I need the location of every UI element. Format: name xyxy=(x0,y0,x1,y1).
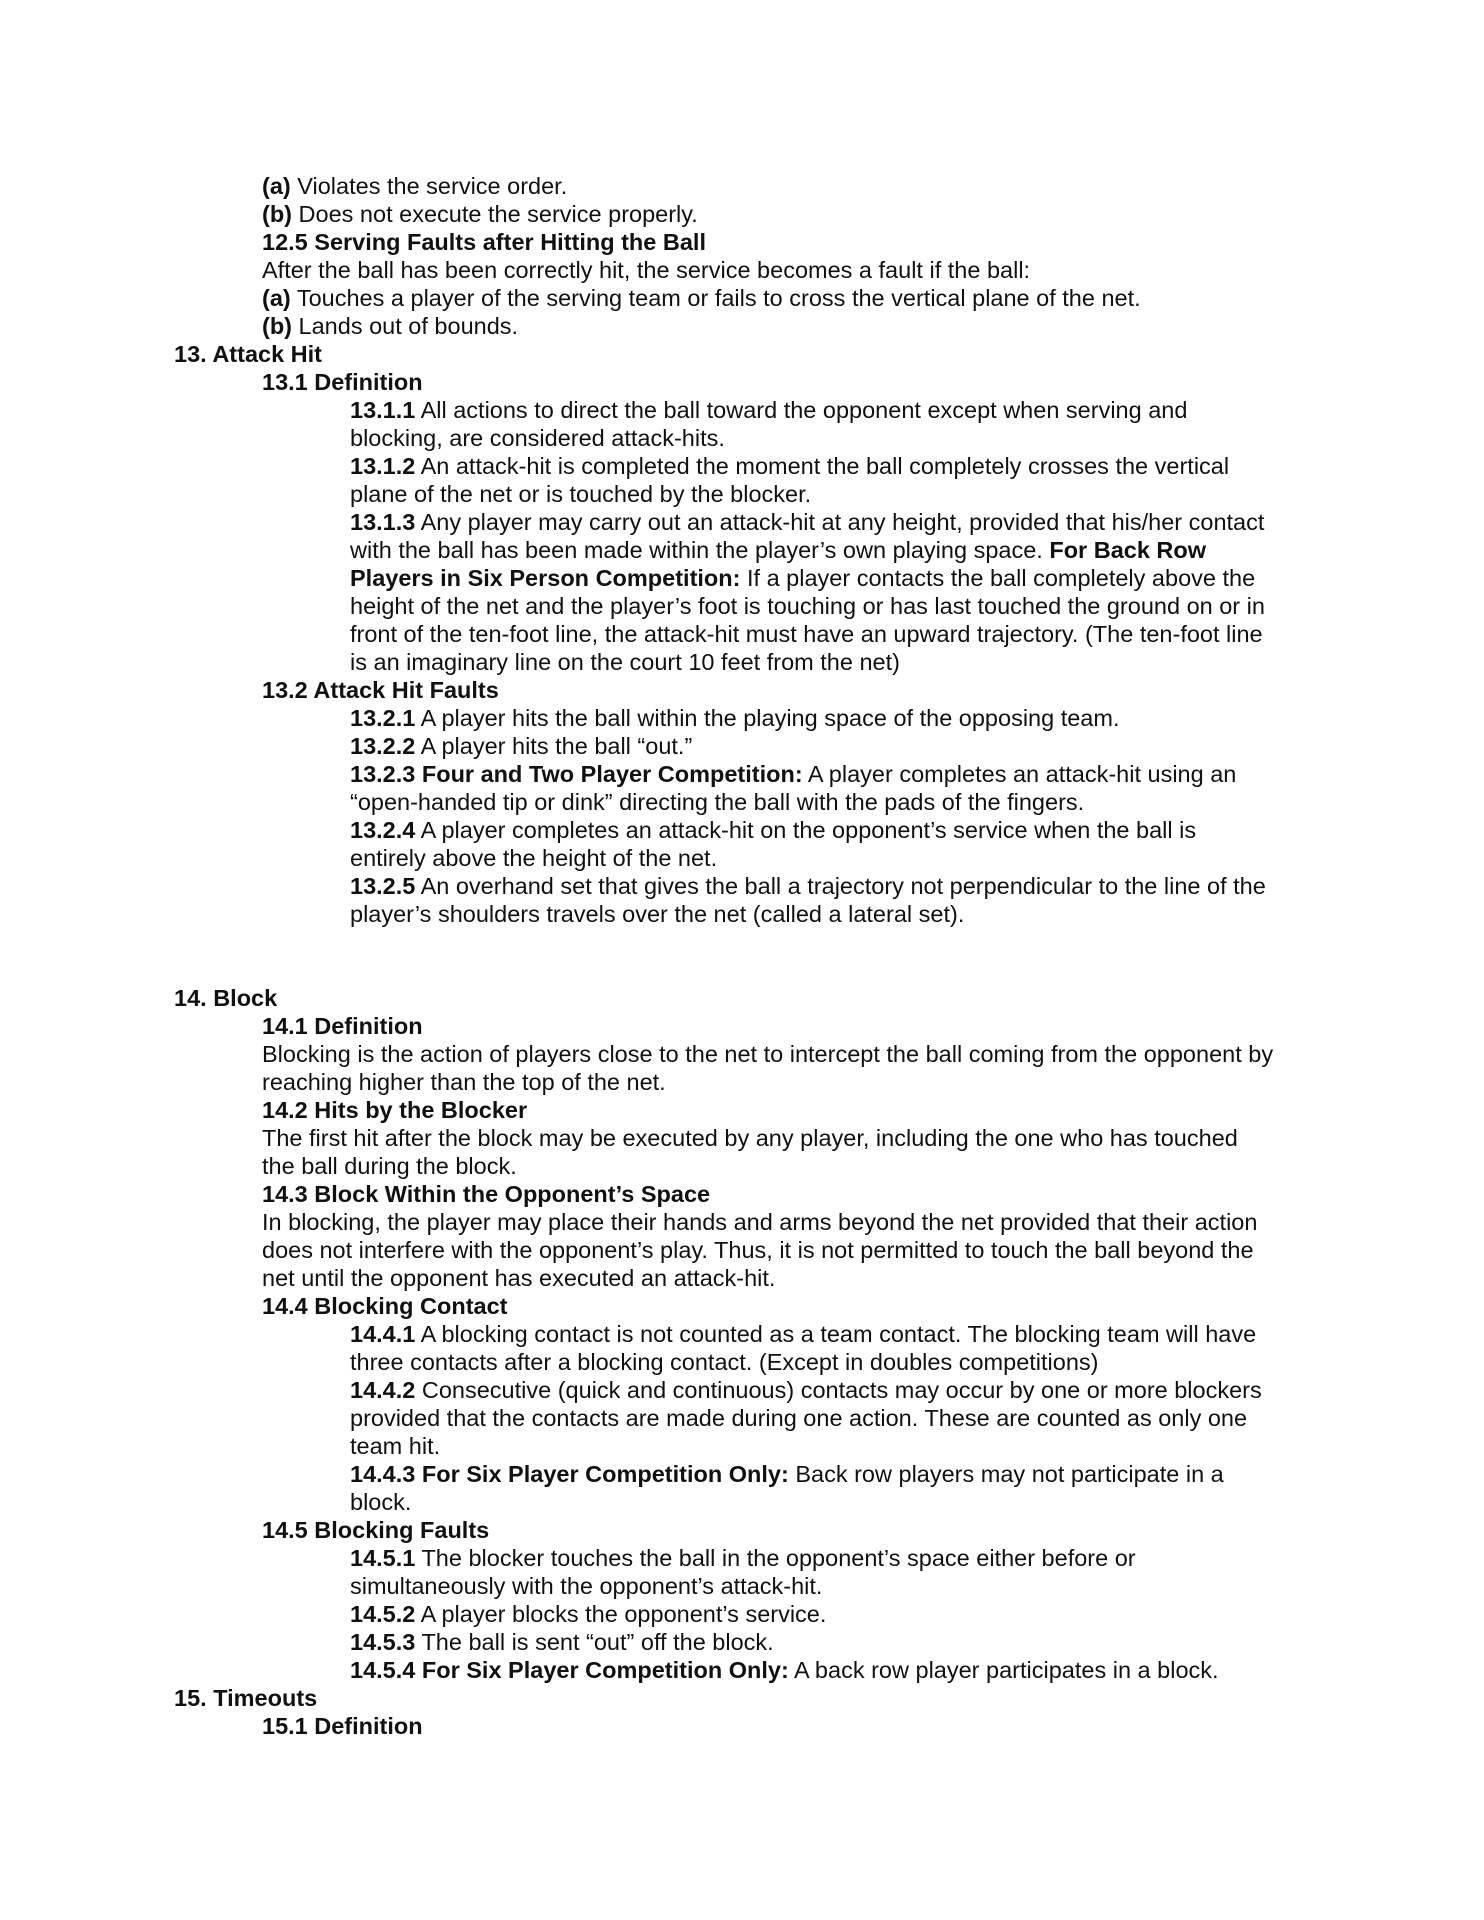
rule-14-5-2 xyxy=(0,1600,1484,1628)
rule-text: A player hits the ball “out.” xyxy=(415,733,693,759)
rule-13-1-2 xyxy=(0,452,1484,480)
heading-14 xyxy=(0,984,1484,1012)
heading-text: 14.5 Blocking Faults xyxy=(262,1517,490,1543)
rule-text: with the ball has been made within the player’s own playing space. xyxy=(350,537,1050,563)
item-label: (b) xyxy=(262,313,293,339)
rule-14-5-4 xyxy=(0,1656,1484,1684)
heading-text: 14.1 Definition xyxy=(262,1013,423,1039)
rule-14-4-2-cont: provided that the contacts are made during one action. These are counted as only one xyxy=(350,1405,1248,1431)
rule-13-2-5 xyxy=(0,872,1484,900)
rule-13-1-3-cont: is an imaginary line on the court 10 feet from the net) xyxy=(350,649,900,675)
rule-text: All actions to direct the ball toward the opponent except when serving and xyxy=(415,397,1188,423)
heading-15-1 xyxy=(0,1712,1484,1740)
paragraph-14-1: Blocking is the action of players close to the net to intercept the ball coming from the opponent by xyxy=(262,1041,1274,1067)
rule-13-2-3 xyxy=(0,760,1484,788)
heading-text: 13.2 Attack Hit Faults xyxy=(262,677,499,703)
rule-text: A player blocks the opponent’s service. xyxy=(415,1601,827,1627)
rule-13-2-4-cont: entirely above the height of the net. xyxy=(350,845,718,871)
rule-14-4-1 xyxy=(0,1320,1484,1348)
rule-text: Back row players may not participate in a xyxy=(788,1461,1224,1487)
rule-number: 13.1.2 xyxy=(350,453,416,479)
rule-13-2-2 xyxy=(0,732,1484,760)
rule-text: A player completes an attack-hit using an xyxy=(802,761,1237,787)
rule-text: Consecutive (quick and continuous) contacts may occur by one or more blockers xyxy=(415,1377,1262,1403)
rule-14-5-1-cont: simultaneously with the opponent’s attack-hit. xyxy=(350,1573,823,1599)
rule-text: If a player contacts the ball completely above the xyxy=(740,565,1256,591)
heading-14-2 xyxy=(0,1096,1484,1124)
rule-13-2-1 xyxy=(0,704,1484,732)
rule-text: A player completes an attack-hit on the opponent’s service when the ball is xyxy=(415,817,1197,843)
item-label: (a) xyxy=(262,285,291,311)
rule-number: 13.2.5 xyxy=(350,873,416,899)
rule-text: A player hits the ball within the playing space of the opposing team. xyxy=(415,705,1120,731)
item-text: Lands out of bounds. xyxy=(292,313,519,339)
rule-number: 14.5.3 xyxy=(350,1629,416,1655)
rule-13-1-1 xyxy=(0,396,1484,424)
item-label: (b) xyxy=(262,201,293,227)
rule-13-1-2-cont: plane of the net or is touched by the blocker. xyxy=(350,481,812,507)
rule-text: Any player may carry out an attack-hit at any height, provided that his/her contact xyxy=(415,509,1265,535)
rule-text: An attack-hit is completed the moment the ball completely crosses the vertical xyxy=(415,453,1230,479)
heading-text: 12.5 Serving Faults after Hitting the Ball xyxy=(262,229,706,255)
paragraph-14-1-cont: reaching higher than the top of the net. xyxy=(262,1069,666,1095)
rule-number: 14.4.2 xyxy=(350,1377,416,1403)
rule-number: 14.5.1 xyxy=(350,1545,416,1571)
rule-number: 14.5.4 For Six Player Competition Only: xyxy=(350,1657,789,1683)
heading-13-2 xyxy=(0,676,1484,704)
rule-14-4-3-cont: block. xyxy=(350,1489,412,1515)
rule-14-5-3 xyxy=(0,1628,1484,1656)
rule-13-1-3 xyxy=(0,508,1484,536)
rule-emphasis: For Back Row xyxy=(1049,537,1207,563)
heading-text: 13. Attack Hit xyxy=(174,341,323,367)
paragraph-14-3: In blocking, the player may place their hands and arms beyond the net provided that their action xyxy=(262,1209,1258,1235)
item-text: Does not execute the service properly. xyxy=(292,201,698,227)
rule-14-4-1-cont: three contacts after a blocking contact. (Except in doubles competitions) xyxy=(350,1349,1099,1375)
rule-number: 14.4.1 xyxy=(350,1321,416,1347)
rule-text: The ball is sent “out” off the block. xyxy=(415,1629,774,1655)
rule-text: A blocking contact is not counted as a team contact. The blocking team will have xyxy=(415,1321,1257,1347)
rule-number: 13.1.1 xyxy=(350,397,416,423)
rule-12-4-b xyxy=(0,200,1484,228)
heading-text: 15.1 Definition xyxy=(262,1713,423,1739)
paragraph-14-3-cont: does not interfere with the opponent’s play. Thus, it is not permitted to touch the ball beyond the xyxy=(262,1237,1254,1263)
heading-14-1 xyxy=(0,1012,1484,1040)
rule-14-4-2 xyxy=(0,1376,1484,1404)
rule-12-4-a xyxy=(0,172,1484,200)
heading-14-4 xyxy=(0,1292,1484,1320)
rule-number: 14.5.2 xyxy=(350,1601,416,1627)
rule-13-1-3-cont xyxy=(0,564,1484,592)
rule-text: The blocker touches the ball in the opponent’s space either before or xyxy=(415,1545,1136,1571)
heading-text: 14. Block xyxy=(174,985,278,1011)
rule-14-5-1 xyxy=(0,1544,1484,1572)
rule-13-1-3-cont xyxy=(0,536,1484,564)
document-page xyxy=(0,172,1484,1740)
rule-13-1-3-cont: height of the net and the player’s foot is touching or has last touched the ground on or in xyxy=(350,593,1265,619)
rule-text: A back row player participates in a block. xyxy=(788,1657,1219,1683)
heading-14-5 xyxy=(0,1516,1484,1544)
heading-text: 13.1 Definition xyxy=(262,369,423,395)
rule-number: 13.2.1 xyxy=(350,705,416,731)
heading-text: 15. Timeouts xyxy=(174,1685,318,1711)
rule-number: 13.1.3 xyxy=(350,509,416,535)
heading-text: 14.3 Block Within the Opponent’s Space xyxy=(262,1181,711,1207)
heading-14-3 xyxy=(0,1180,1484,1208)
rule-14-4-3 xyxy=(0,1460,1484,1488)
rule-14-4-2-cont: team hit. xyxy=(350,1433,441,1459)
heading-text: 14.4 Blocking Contact xyxy=(262,1293,508,1319)
heading-13 xyxy=(0,340,1484,368)
paragraph-12-5-intro: After the ball has been correctly hit, the service becomes a fault if the ball: xyxy=(262,257,1031,283)
paragraph-14-3-cont: net until the opponent has executed an attack-hit. xyxy=(262,1265,776,1291)
rule-13-2-3-cont: “open-handed tip or dink” directing the ball with the pads of the fingers. xyxy=(350,789,1085,815)
rule-13-2-5-cont: player’s shoulders travels over the net (called a lateral set). xyxy=(350,901,965,927)
rule-13-2-4 xyxy=(0,816,1484,844)
rule-12-5-b xyxy=(0,312,1484,340)
paragraph-14-2-cont: the ball during the block. xyxy=(262,1153,517,1179)
item-text: Violates the service order. xyxy=(290,173,568,199)
rule-13-1-1-cont: blocking, are considered attack-hits. xyxy=(350,425,725,451)
rule-number: 13.2.3 Four and Two Player Competition: xyxy=(350,761,803,787)
item-text: Touches a player of the serving team or fails to cross the vertical plane of the net. xyxy=(290,285,1141,311)
item-label: (a) xyxy=(262,173,291,199)
rule-number: 13.2.2 xyxy=(350,733,416,759)
rule-emphasis: Players in Six Person Competition: xyxy=(350,565,741,591)
heading-text: 14.2 Hits by the Blocker xyxy=(262,1097,528,1123)
rule-number: 14.4.3 For Six Player Competition Only: xyxy=(350,1461,789,1487)
paragraph-14-2: The first hit after the block may be executed by any player, including the one who has touched xyxy=(262,1125,1238,1151)
heading-12-5 xyxy=(0,228,1484,256)
rule-text: An overhand set that gives the ball a trajectory not perpendicular to the line of the xyxy=(415,873,1266,899)
section-spacer xyxy=(0,928,1484,984)
heading-15 xyxy=(0,1684,1484,1712)
heading-13-1 xyxy=(0,368,1484,396)
rule-13-1-3-cont: front of the ten-foot line, the attack-hit must have an upward trajectory. (The ten-foot line xyxy=(350,621,1263,647)
rule-number: 13.2.4 xyxy=(350,817,416,843)
rule-12-5-a xyxy=(0,284,1484,312)
